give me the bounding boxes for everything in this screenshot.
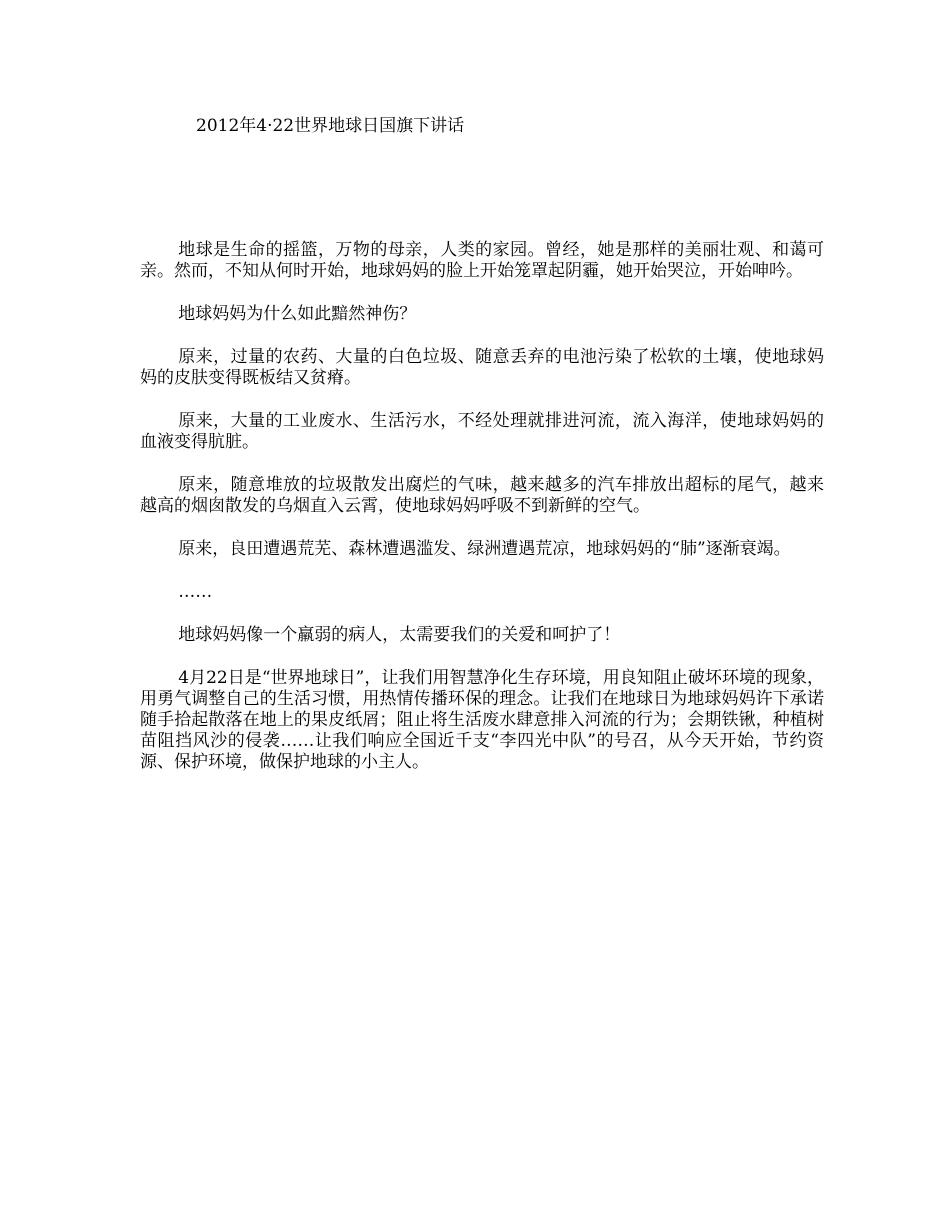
- paragraph-soil: 原来，过量的农药、大量的白色垃圾、随意丢弃的电池污染了松软的土壤，使地球妈妈的皮肤变得既板结又贫瘠。: [140, 347, 824, 388]
- document-body: [140, 240, 824, 773]
- paragraph-lungs: 原来，良田遭遇荒芜、森林遭遇滥发、绿洲遭遇荒凉，地球妈妈的“肺”逐渐衰竭。: [178, 539, 791, 559]
- paragraph-patient: 地球妈妈像一个羸弱的病人，太需要我们的关爱和呵护了！: [178, 625, 621, 645]
- paragraph-question: 地球妈妈为什么如此黯然神伤？: [178, 304, 417, 324]
- paragraph-air: 原来，随意堆放的垃圾散发出腐烂的气味，越来越多的汽车排放出超标的尾气，越来越高的烟囱散发的乌烟直入云霄，使地球妈妈呼吸不到新鲜的空气。: [140, 475, 824, 516]
- paragraph-intro: 地球是生命的摇篮，万物的母亲，人类的家园。曾经，她是那样的美丽壮观、和蔼可亲。然而，不知从何时开始，地球妈妈的脸上开始笼罩起阴霾，她开始哭泣，开始呻吟。: [140, 240, 824, 281]
- paragraph-ellipsis: ……: [178, 582, 213, 602]
- paragraph-water: 原来，大量的工业废水、生活污水，不经处理就排进河流，流入海洋，使地球妈妈的血液变得肮脏。: [140, 411, 824, 452]
- paragraph-earth-day: 4月22日是“世界地球日”，让我们用智慧净化生存环境，用良知阻止破坏环境的现象，用勇气调整自己的生活习惯，用热情传播环保的理念。让我们在地球日为地球妈妈许下承诺随手拾起散落在地上的果皮纸屑；阻止将生活废水肆意排入河流的行为；会期铁锹，种植树苗阻挡风沙的侵袭……让我们响应全国近千支“李四光中队”的号召，从今天开始，节约资源、保护环境，做保护地球的小主人。: [140, 668, 824, 772]
- document-title: 2012年4·22世界地球日国旗下讲话: [196, 116, 465, 136]
